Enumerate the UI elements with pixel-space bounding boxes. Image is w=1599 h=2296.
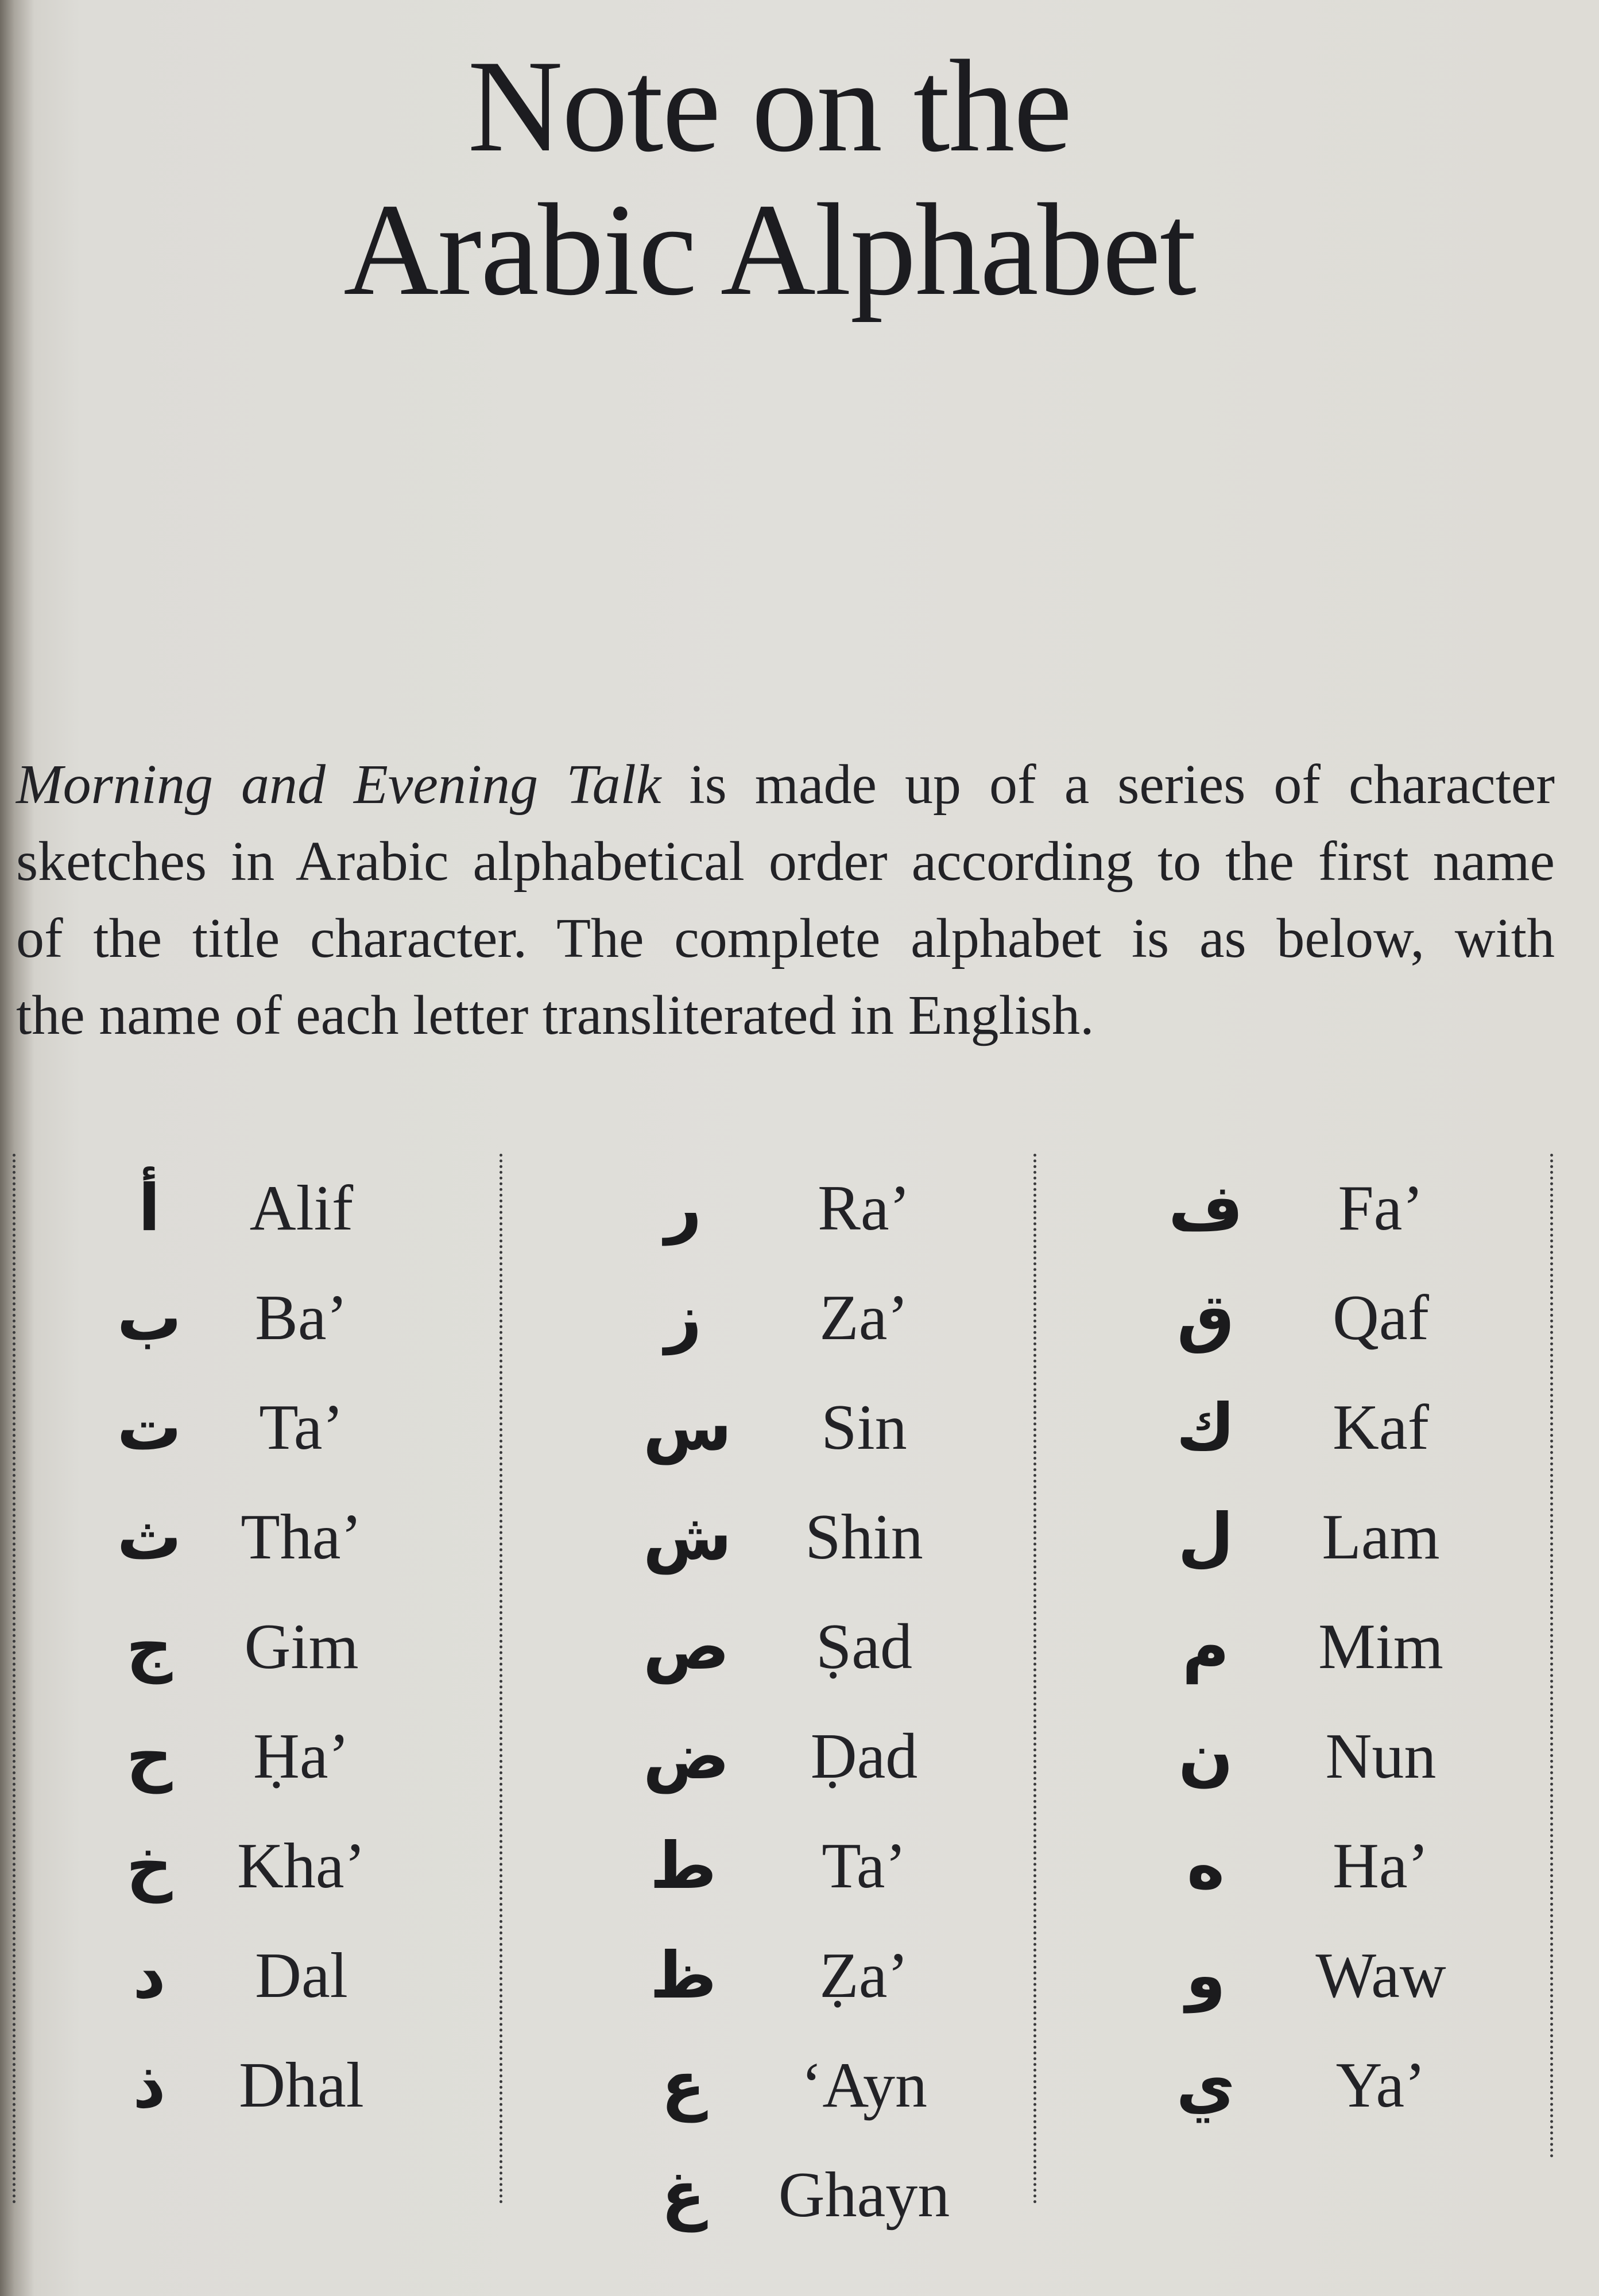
letter-name: Mim	[1318, 1611, 1443, 1682]
alphabet-row	[522, 1154, 1039, 1263]
letter-name: ‘Ayn	[801, 2050, 927, 2121]
arabic-letter: غ	[661, 2158, 706, 2232]
letter-name: Za’	[819, 1282, 909, 1353]
arabic-letter: س	[643, 1390, 732, 1465]
alphabet-row	[0, 1921, 517, 2031]
arabic-letter: ز	[664, 1281, 702, 1355]
alphabet-row	[522, 1263, 1039, 1373]
letter-name: Ẓa’	[819, 1940, 909, 2011]
arabic-letter: ع	[661, 2048, 706, 2123]
arabic-letter: ت	[117, 1390, 182, 1465]
intro-line-2: sketches in Arabic alphabetical order according to the first name	[16, 831, 1555, 893]
arabic-letter: ض	[643, 1719, 730, 1794]
alphabet-row	[1056, 1483, 1573, 1592]
arabic-letter: ي	[1176, 2048, 1236, 2123]
intro-line-3: of the title character. The complete alphabet is as below, with	[16, 907, 1555, 969]
alphabet-row	[0, 1154, 517, 1263]
arabic-letter: ش	[643, 1500, 732, 1574]
letter-name: Ba’	[255, 1282, 348, 1353]
arabic-letter: ر	[664, 1171, 702, 1246]
intro-line-4: the name of each letter transliterated in English.	[16, 984, 1094, 1046]
alphabet-row	[522, 1373, 1039, 1483]
alphabet-row	[0, 1812, 517, 1921]
arabic-letter: م	[1182, 1609, 1230, 1684]
alphabet-row	[1056, 1812, 1573, 1921]
alphabet-row	[1056, 1592, 1573, 1702]
letter-name: Kha’	[237, 1830, 366, 1902]
book-title: Morning and Evening Talk	[16, 754, 661, 816]
alphabet-row	[1056, 1702, 1573, 1812]
alphabet-column-3	[1056, 1154, 1573, 2140]
arabic-letter: ث	[117, 1500, 182, 1574]
alphabet-row	[1056, 1154, 1573, 1263]
letter-name: Ya’	[1335, 2050, 1426, 2121]
letter-name: Kaf	[1333, 1392, 1429, 1463]
alphabet-row	[522, 1592, 1039, 1702]
alphabet-row	[0, 1483, 517, 1592]
arabic-letter: د	[133, 1938, 166, 2013]
arabic-letter: ن	[1178, 1719, 1233, 1794]
alphabet-row	[522, 1702, 1039, 1812]
page-title	[0, 34, 1539, 321]
letter-name: Lam	[1322, 1502, 1440, 1573]
arabic-letter: و	[1186, 1938, 1226, 2013]
letter-name: Ha’	[1333, 1830, 1429, 1902]
alphabet-row	[0, 1702, 517, 1812]
alphabet-row	[522, 1812, 1039, 1921]
letter-name: Dal	[255, 1940, 348, 2011]
letter-name: Qaf	[1333, 1282, 1429, 1353]
arabic-letter: ط	[649, 1829, 717, 1903]
letter-name: Ḥa’	[253, 1721, 350, 1792]
arabic-letter: ج	[126, 1609, 173, 1684]
letter-name: Shin	[805, 1502, 923, 1573]
alphabet-row	[1056, 2031, 1573, 2140]
arabic-letter: ك	[1176, 1390, 1236, 1465]
alphabet-row	[1056, 1373, 1573, 1483]
arabic-letter: خ	[126, 1829, 173, 1903]
alphabet-column-2	[522, 1154, 1039, 2250]
arabic-letter: ل	[1178, 1500, 1234, 1574]
letter-name: Ta’	[259, 1392, 344, 1463]
alphabet-row	[522, 1483, 1039, 1592]
intro-paragraph	[16, 746, 1555, 1054]
alphabet-row	[0, 1592, 517, 1702]
alphabet-row	[522, 2140, 1039, 2250]
letter-name: Ra’	[818, 1173, 911, 1244]
alphabet-row	[1056, 1921, 1573, 2031]
letter-name: Ḍad	[810, 1721, 918, 1792]
arabic-letter: أ	[138, 1171, 161, 1246]
letter-name: Tha’	[241, 1502, 362, 1573]
arabic-letter: ق	[1176, 1281, 1235, 1355]
intro-line-1-rest: is made up of a series of character	[661, 754, 1555, 816]
letter-name: Waw	[1315, 1940, 1446, 2011]
letter-name: Ṣad	[816, 1611, 912, 1682]
letter-name: Sin	[821, 1392, 907, 1463]
letter-name: Ta’	[822, 1830, 907, 1902]
arabic-letter: ص	[643, 1609, 730, 1684]
letter-name: Fa’	[1338, 1173, 1424, 1244]
title-line-2: Arabic Alphabet	[343, 176, 1195, 323]
alphabet-row	[1056, 1263, 1573, 1373]
intro-line-1	[16, 746, 1555, 823]
arabic-letter: ذ	[133, 2048, 166, 2123]
alphabet-row	[522, 2031, 1039, 2140]
arabic-letter: ف	[1168, 1171, 1244, 1246]
letter-name: Gim	[244, 1611, 359, 1682]
letter-name: Alif	[249, 1173, 354, 1244]
alphabet-row	[0, 1373, 517, 1483]
alphabet-row	[0, 2031, 517, 2140]
letter-name: Nun	[1325, 1721, 1437, 1792]
alphabet-row	[0, 1263, 517, 1373]
arabic-letter: ه	[1186, 1829, 1225, 1903]
letter-name: Ghayn	[778, 2159, 950, 2231]
arabic-letter: ب	[117, 1281, 182, 1355]
alphabet-row	[522, 1921, 1039, 2031]
letter-name: Dhal	[239, 2050, 364, 2121]
alphabet-column-1	[0, 1154, 517, 2140]
title-line-1: Note on the	[467, 33, 1071, 179]
arabic-letter: ح	[126, 1719, 173, 1794]
arabic-letter: ظ	[649, 1938, 717, 2013]
